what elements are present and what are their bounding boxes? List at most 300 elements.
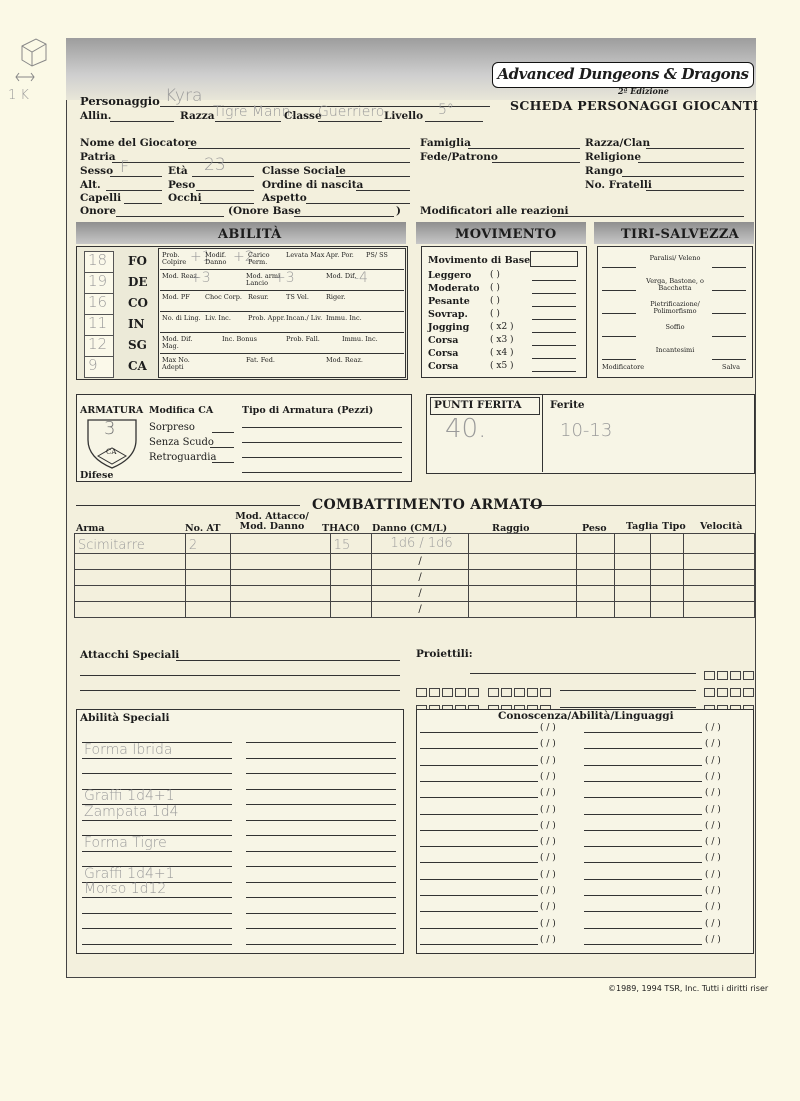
- stat-sub-label: No. di Ling.: [162, 314, 201, 322]
- ordine-nascita-label: Ordine di nascita: [262, 179, 364, 191]
- conoscenza-line[interactable]: [420, 846, 538, 847]
- classe-sociale-line[interactable]: [336, 176, 410, 177]
- abilita-speciale-entry: Morso 1d12: [84, 881, 167, 897]
- tiri-salva-line[interactable]: [712, 336, 746, 337]
- conoscenza-slot: ( / ): [705, 723, 721, 733]
- conoscenza-line[interactable]: [420, 879, 538, 880]
- razza-line[interactable]: [215, 121, 281, 122]
- weapon-cell[interactable]: [684, 602, 755, 618]
- senza-scudo-line[interactable]: [210, 447, 234, 448]
- tiri-salva-line[interactable]: [712, 359, 746, 360]
- stat-sub-label: Incan./ Liv.: [286, 314, 323, 322]
- conoscenze-box: [416, 709, 754, 954]
- conoscenza-slot: ( / ): [540, 739, 556, 750]
- ca-label: CA: [106, 448, 117, 456]
- abilita-speciale-line[interactable]: [246, 882, 396, 883]
- weapon-cell[interactable]: [330, 602, 371, 618]
- abilita-speciale-line[interactable]: [246, 944, 396, 945]
- stat-sub-label: Levata Max: [286, 251, 325, 259]
- abilita-speciale-line[interactable]: [82, 897, 232, 898]
- weapon-cell[interactable]: [684, 570, 755, 586]
- ammo-checkbox[interactable]: [730, 671, 741, 680]
- weapon-cell[interactable]: [330, 554, 371, 570]
- conoscenza-line[interactable]: [420, 928, 538, 929]
- senza-scudo-label: Senza Scudo: [149, 437, 214, 448]
- margin-cube-sketch: [16, 34, 50, 68]
- sheet-subtitle: SCHEDA PERSONAGGI GIOCANTI: [510, 98, 759, 113]
- header-velocita: Velocità: [700, 521, 743, 532]
- movimento-label: Jogging: [428, 322, 470, 333]
- weapon-cell[interactable]: [684, 586, 755, 602]
- razza-value: Tigre Mann.: [213, 104, 295, 120]
- weapon-cell[interactable]: [185, 570, 230, 586]
- livello-value: 5°: [438, 102, 454, 118]
- ammo-checkbox[interactable]: [468, 688, 479, 697]
- weapon-row[interactable]: [75, 534, 755, 554]
- abilita-speciale-line[interactable]: [82, 758, 232, 759]
- weapon-cell[interactable]: [75, 602, 186, 618]
- conoscenza-line[interactable]: [584, 765, 702, 766]
- abilita-speciale-line[interactable]: [246, 835, 396, 836]
- conoscenza-line[interactable]: [584, 895, 702, 896]
- conoscenza-line[interactable]: [584, 846, 702, 847]
- weapon-cell-text: /: [418, 604, 422, 615]
- conoscenza-slot: ( / ): [705, 755, 721, 766]
- tiri-mod-line[interactable]: [602, 313, 636, 314]
- weapon-cell[interactable]: [185, 586, 230, 602]
- religione-label: Religione: [585, 151, 642, 163]
- weapon-cell[interactable]: [230, 554, 330, 570]
- weapon-cell[interactable]: [651, 602, 684, 618]
- fratelli-line[interactable]: [646, 190, 744, 191]
- peso-line[interactable]: [196, 190, 254, 191]
- conoscenza-slot: ( / ): [540, 837, 556, 848]
- conoscenza-slot: ( / ): [705, 853, 721, 864]
- punti-ferita-value: 40.: [445, 414, 487, 444]
- tiri-salva-line[interactable]: [712, 290, 746, 291]
- abilita-speciale-line[interactable]: [246, 928, 396, 929]
- weapon-cell[interactable]: [577, 554, 615, 570]
- occhi-label: Occhi: [168, 192, 202, 204]
- ammo-checkbox[interactable]: [501, 688, 512, 697]
- eta-value: 23: [204, 155, 226, 175]
- abilita-speciali-title: Abilità Speciali: [80, 712, 170, 724]
- weapon-cell[interactable]: [615, 602, 651, 618]
- sesso-value: F: [120, 157, 130, 176]
- abilita-speciale-line[interactable]: [246, 804, 396, 805]
- stat-sub-label: Fat. Fed.: [246, 356, 275, 364]
- weapon-cell[interactable]: [469, 586, 577, 602]
- movimento-line[interactable]: [532, 371, 576, 372]
- stat-sub-label: Mod. Dif. Mag.: [162, 335, 193, 350]
- tiri-mod-line[interactable]: [602, 290, 636, 291]
- famiglia-label: Famiglia: [420, 137, 471, 149]
- conoscenza-slot: ( / ): [705, 739, 721, 750]
- eta-label: Età: [168, 165, 188, 177]
- stat-sub-label: Prob. Colpire: [162, 251, 187, 266]
- nome-giocatore-line[interactable]: [188, 148, 410, 149]
- rango-line[interactable]: [622, 176, 744, 177]
- movimento-line[interactable]: [532, 332, 576, 333]
- armatura-line-1[interactable]: [242, 427, 402, 428]
- patria-label: Patria: [80, 151, 116, 163]
- stat-value: 18: [88, 251, 108, 269]
- conoscenza-slot: ( / ): [540, 723, 556, 733]
- ammo-checkbox[interactable]: [442, 688, 453, 697]
- movimento-label: Pesante: [428, 296, 470, 307]
- weapon-cell[interactable]: [469, 570, 577, 586]
- stat-sub-label: Immu. Inc.: [326, 314, 362, 322]
- proiettili-line[interactable]: [560, 707, 696, 708]
- copyright: ©1989, 1994 TSR, Inc. Tutti i diritti riser: [608, 984, 769, 993]
- conoscenza-line[interactable]: [420, 911, 538, 912]
- livello-line[interactable]: [425, 121, 483, 122]
- ammo-checkbox[interactable]: [540, 688, 551, 697]
- stat-value: 16: [88, 293, 108, 311]
- weapon-row[interactable]: [75, 570, 755, 586]
- weapon-cell[interactable]: [577, 570, 615, 586]
- header-noat: No. AT: [185, 523, 221, 534]
- conoscenza-line[interactable]: [584, 944, 702, 945]
- stat-sub-label: Mod. Reaz.: [326, 356, 363, 364]
- conoscenza-slot: ( / ): [540, 918, 556, 929]
- weapon-cell[interactable]: [230, 534, 330, 554]
- weapon-cell[interactable]: [577, 586, 615, 602]
- ammo-checkbox[interactable]: [743, 688, 754, 697]
- stat-sub-label: Modif. Danno: [205, 251, 227, 266]
- margin-note: 1 K: [8, 88, 29, 103]
- eta-line[interactable]: [192, 176, 254, 177]
- stat-sub-label: Choc Corp.: [205, 293, 243, 301]
- conoscenza-line[interactable]: [420, 797, 538, 798]
- abilita-speciale-entry: Zampata 1d4: [84, 803, 179, 820]
- weapon-cell[interactable]: [371, 586, 469, 602]
- conoscenza-slot: ( / ): [540, 788, 556, 799]
- tiri-salva-line[interactable]: [712, 313, 746, 314]
- movimento-label: Corsa: [428, 361, 459, 372]
- weapon-row[interactable]: [75, 586, 755, 602]
- movimento-line[interactable]: [532, 358, 576, 359]
- tiri-item: Verga, Bastone, o Bacchetta: [646, 277, 704, 292]
- ammo-checkbox[interactable]: [704, 671, 715, 680]
- ferite-label: Ferite: [550, 399, 585, 411]
- punti-ferita-divider: [542, 394, 543, 472]
- tiri-item: Pietrificazione/ Polimorfismo: [650, 300, 700, 315]
- abilita-speciale-line[interactable]: [246, 742, 396, 743]
- abilita-speciale-line[interactable]: [246, 789, 396, 790]
- conoscenza-slot: ( / ): [540, 853, 556, 864]
- weapon-cell[interactable]: [371, 554, 469, 570]
- tiri-mod-line[interactable]: [602, 336, 636, 337]
- movimento-label: Sovrap.: [428, 309, 468, 320]
- abilita-title: ABILITÀ: [218, 227, 282, 242]
- weapon-cell[interactable]: [230, 602, 330, 618]
- weapon-cell-text: 2: [188, 538, 198, 553]
- weapon-cell[interactable]: [615, 554, 651, 570]
- patria-line[interactable]: [112, 162, 410, 163]
- movimento-paren: ( x5 ): [490, 361, 514, 371]
- movimento-paren: ( x2 ): [490, 322, 514, 332]
- movimento-base-label: Movimento di Base: [428, 255, 531, 266]
- conoscenza-line[interactable]: [584, 781, 702, 782]
- weapon-cell[interactable]: [577, 602, 615, 618]
- tiri-item: Incantesimi: [655, 346, 695, 354]
- armatura-line-3[interactable]: [242, 457, 402, 458]
- ammo-checkbox[interactable]: [704, 688, 715, 697]
- aspetto-label: Aspetto: [262, 192, 307, 204]
- conoscenza-slot: ( / ): [705, 918, 721, 929]
- conoscenza-line[interactable]: [420, 830, 538, 831]
- weapon-cell[interactable]: [75, 554, 186, 570]
- conoscenza-line[interactable]: [584, 862, 702, 863]
- ammo-checkbox[interactable]: [717, 671, 728, 680]
- conoscenza-line[interactable]: [420, 862, 538, 863]
- weapon-cell[interactable]: [371, 534, 469, 554]
- conoscenza-line[interactable]: [584, 911, 702, 912]
- movimento-label: Moderato: [428, 283, 480, 294]
- occhi-line[interactable]: [200, 203, 254, 204]
- personaggio-label: Personaggio: [80, 94, 160, 108]
- abilita-speciale-entry: Forma Ibrida: [84, 741, 173, 758]
- conoscenza-slot: ( / ): [540, 820, 556, 831]
- religione-line[interactable]: [638, 162, 744, 163]
- weapon-cell-text: 15: [333, 538, 351, 553]
- weapon-cell[interactable]: [185, 554, 230, 570]
- weapon-cell[interactable]: [330, 570, 371, 586]
- sorpreso-line[interactable]: [212, 432, 234, 433]
- conoscenza-line[interactable]: [420, 814, 538, 815]
- fede-line[interactable]: [492, 162, 580, 163]
- conoscenza-line[interactable]: [420, 781, 538, 782]
- stat-sub-label: Immu. Inc.: [342, 335, 378, 343]
- ammo-checkbox[interactable]: [730, 688, 741, 697]
- modificatori-line[interactable]: [552, 216, 744, 217]
- allin-label: Allin.: [80, 110, 112, 122]
- razza-clan-label: Razza/Clan: [585, 137, 651, 149]
- abilita-speciale-entry: Forma Tigre: [84, 834, 167, 851]
- stat-sub-label: Liv. Inc.: [205, 314, 231, 322]
- weapon-cell[interactable]: [651, 554, 684, 570]
- tiri-mod-line[interactable]: [602, 359, 636, 360]
- movimento-title: MOVIMENTO: [455, 227, 557, 242]
- ammo-checkbox[interactable]: [429, 688, 440, 697]
- weapon-cell[interactable]: [469, 534, 577, 554]
- classe-value: Guerriero: [318, 104, 385, 120]
- movimento-line[interactable]: [532, 306, 576, 307]
- conoscenza-slot: ( / ): [705, 788, 721, 799]
- abilita-speciale-line[interactable]: [82, 851, 232, 852]
- weapon-cell[interactable]: [230, 570, 330, 586]
- tiri-title: TIRI-SALVEZZA: [621, 227, 740, 242]
- onore-base-line[interactable]: [294, 216, 394, 217]
- tiri-salva-line[interactable]: [712, 267, 746, 268]
- movimento-paren: ( ): [490, 309, 500, 319]
- conoscenza-slot: ( / ): [705, 771, 721, 782]
- stat-sub-label: Apr. Por.: [326, 251, 354, 259]
- difese-label: Difese: [80, 470, 114, 481]
- conoscenza-line[interactable]: [420, 895, 538, 896]
- weapon-cell[interactable]: [371, 602, 469, 618]
- nome-giocatore-label: Nome del Giocatore: [80, 137, 197, 149]
- stat-value: 9: [88, 356, 98, 374]
- abilita-speciale-line[interactable]: [246, 897, 396, 898]
- stat-sub-label: Resur.: [248, 293, 269, 301]
- weapon-row[interactable]: [75, 554, 755, 570]
- ca-value: 3: [104, 418, 116, 439]
- proiettili-line[interactable]: [560, 690, 696, 691]
- onore-line[interactable]: [116, 216, 224, 217]
- weapon-cell[interactable]: [615, 534, 651, 554]
- alt-label: Alt.: [80, 179, 101, 191]
- ammo-checkbox[interactable]: [527, 688, 538, 697]
- armatura-line-4[interactable]: [242, 472, 402, 473]
- ammo-checkbox[interactable]: [455, 688, 466, 697]
- conoscenza-slot: ( / ): [705, 804, 721, 815]
- ordine-nascita-line[interactable]: [356, 190, 410, 191]
- movimento-paren: ( ): [490, 270, 500, 280]
- movimento-line[interactable]: [532, 319, 576, 320]
- weapon-cell[interactable]: [615, 586, 651, 602]
- classe-line[interactable]: [318, 121, 382, 122]
- aspetto-line[interactable]: [306, 203, 410, 204]
- armatura-line-2[interactable]: [242, 442, 402, 443]
- stat-divider: [160, 332, 404, 333]
- conoscenza-line[interactable]: [420, 732, 538, 733]
- punti-ferita-title: PUNTI FERITA: [434, 399, 522, 411]
- weapon-cell[interactable]: [185, 534, 230, 554]
- weapon-cell[interactable]: [371, 570, 469, 586]
- weapon-cell[interactable]: [469, 602, 577, 618]
- weapon-cell[interactable]: [577, 534, 615, 554]
- abilita-speciale-line[interactable]: [82, 928, 232, 929]
- stat-sub-value: +1: [190, 249, 211, 265]
- weapon-row[interactable]: [75, 602, 755, 618]
- retroguardia-line[interactable]: [212, 462, 234, 463]
- combattimento-title: COMBATTIMENTO ARMATO: [312, 497, 543, 513]
- weapon-cell[interactable]: [75, 570, 186, 586]
- conoscenza-line[interactable]: [420, 944, 538, 945]
- weapon-cell[interactable]: [330, 586, 371, 602]
- famiglia-line[interactable]: [468, 148, 580, 149]
- conoscenza-slot: ( / ): [540, 869, 556, 880]
- conoscenza-line[interactable]: [584, 748, 702, 749]
- abilita-speciale-line[interactable]: [246, 773, 396, 774]
- fratelli-label: No. Fratelli: [585, 179, 652, 191]
- tiri-mod-line[interactable]: [602, 267, 636, 268]
- capelli-line[interactable]: [124, 203, 162, 204]
- stat-sub-label: Prob. Appr.: [248, 314, 286, 322]
- conoscenza-line[interactable]: [584, 879, 702, 880]
- tiri-item: Paralisi/ Veleno: [649, 254, 701, 262]
- movimento-line[interactable]: [532, 280, 576, 281]
- weapon-cell[interactable]: [75, 586, 186, 602]
- abilita-speciale-line[interactable]: [246, 866, 396, 867]
- sesso-label: Sesso: [80, 165, 114, 177]
- weapon-cell[interactable]: [330, 534, 371, 554]
- movimento-label: Corsa: [428, 348, 459, 359]
- rango-label: Rango: [585, 165, 623, 177]
- fede-label: Fede/Patrono: [420, 151, 498, 163]
- movimento-base-box[interactable]: [530, 251, 578, 267]
- ammo-checkbox[interactable]: [743, 671, 754, 680]
- conoscenza-line[interactable]: [420, 748, 538, 749]
- weapon-cell[interactable]: [684, 534, 755, 554]
- weapon-cell[interactable]: [651, 570, 684, 586]
- abilita-speciale-line[interactable]: [246, 758, 396, 759]
- conoscenza-line[interactable]: [584, 928, 702, 929]
- abilita-speciale-line[interactable]: [246, 820, 396, 821]
- sorpreso-label: Sorpreso: [149, 422, 195, 433]
- stat-sub-label: Riger.: [326, 293, 346, 301]
- conoscenza-slot: ( / ): [705, 886, 721, 896]
- attacchi-line-2[interactable]: [80, 675, 400, 676]
- stat-sub-label: Mod. Reaz.: [162, 272, 199, 280]
- ammo-checkbox[interactable]: [514, 688, 525, 697]
- attacchi-line-1[interactable]: [176, 660, 400, 661]
- conoscenza-slot: ( / ): [540, 755, 556, 766]
- sesso-line[interactable]: [110, 176, 162, 177]
- conoscenza-line[interactable]: [420, 765, 538, 766]
- stat-sub-value: +2: [233, 249, 254, 265]
- movimento-label: Corsa: [428, 335, 459, 346]
- stat-sub-label: Prob. Fall.: [286, 335, 320, 343]
- conoscenza-slot: ( / ): [540, 934, 556, 945]
- abilita-speciale-line[interactable]: [246, 851, 396, 852]
- weapon-cell-text: 1d6 / 1d6: [390, 536, 453, 551]
- movimento-paren: ( ): [490, 283, 500, 293]
- weapon-cell[interactable]: [684, 554, 755, 570]
- abilita-speciale-line[interactable]: [82, 820, 232, 821]
- conoscenza-line[interactable]: [584, 814, 702, 815]
- movimento-line[interactable]: [532, 345, 576, 346]
- ammo-checkbox[interactable]: [717, 688, 728, 697]
- ammo-checkbox[interactable]: [416, 688, 427, 697]
- conoscenza-line[interactable]: [584, 732, 702, 733]
- conoscenza-slot: ( / ): [705, 934, 721, 945]
- conoscenza-line[interactable]: [584, 830, 702, 831]
- weapon-cell[interactable]: [615, 570, 651, 586]
- abilita-speciale-line[interactable]: [82, 913, 232, 914]
- razza-clan-line[interactable]: [646, 148, 744, 149]
- classe-sociale-label: Classe Sociale: [262, 165, 346, 177]
- header-danno: Danno (CM/L): [372, 523, 448, 534]
- stat-sub-label: Carico Perm.: [248, 251, 270, 266]
- movimento-paren: ( x3 ): [490, 335, 514, 345]
- conoscenza-slot: ( / ): [705, 902, 721, 913]
- weapon-cell[interactable]: [651, 534, 684, 554]
- allin-line[interactable]: [110, 121, 174, 122]
- conoscenza-slot: ( / ): [705, 837, 721, 848]
- alt-line[interactable]: [106, 190, 162, 191]
- conoscenza-line[interactable]: [584, 797, 702, 798]
- weapon-cell[interactable]: [230, 586, 330, 602]
- weapon-cell[interactable]: [651, 586, 684, 602]
- modifica-ca-label: Modifica CA: [149, 405, 214, 416]
- abilita-speciale-line[interactable]: [246, 913, 396, 914]
- stat-abbr-in: IN: [128, 317, 145, 331]
- proiettili-line[interactable]: [470, 673, 696, 674]
- abilita-speciale-line[interactable]: [82, 944, 232, 945]
- ammo-checkbox[interactable]: [488, 688, 499, 697]
- tiri-modificatore: Modificatore: [602, 363, 645, 371]
- movimento-line[interactable]: [532, 293, 576, 294]
- stat-sub-label: Mod. PF: [162, 293, 190, 301]
- attacchi-line-3[interactable]: [80, 690, 400, 691]
- abilita-speciale-line[interactable]: [82, 773, 232, 774]
- weapon-cell[interactable]: [185, 602, 230, 618]
- weapon-cell[interactable]: [469, 554, 577, 570]
- weapon-cell[interactable]: [75, 534, 186, 554]
